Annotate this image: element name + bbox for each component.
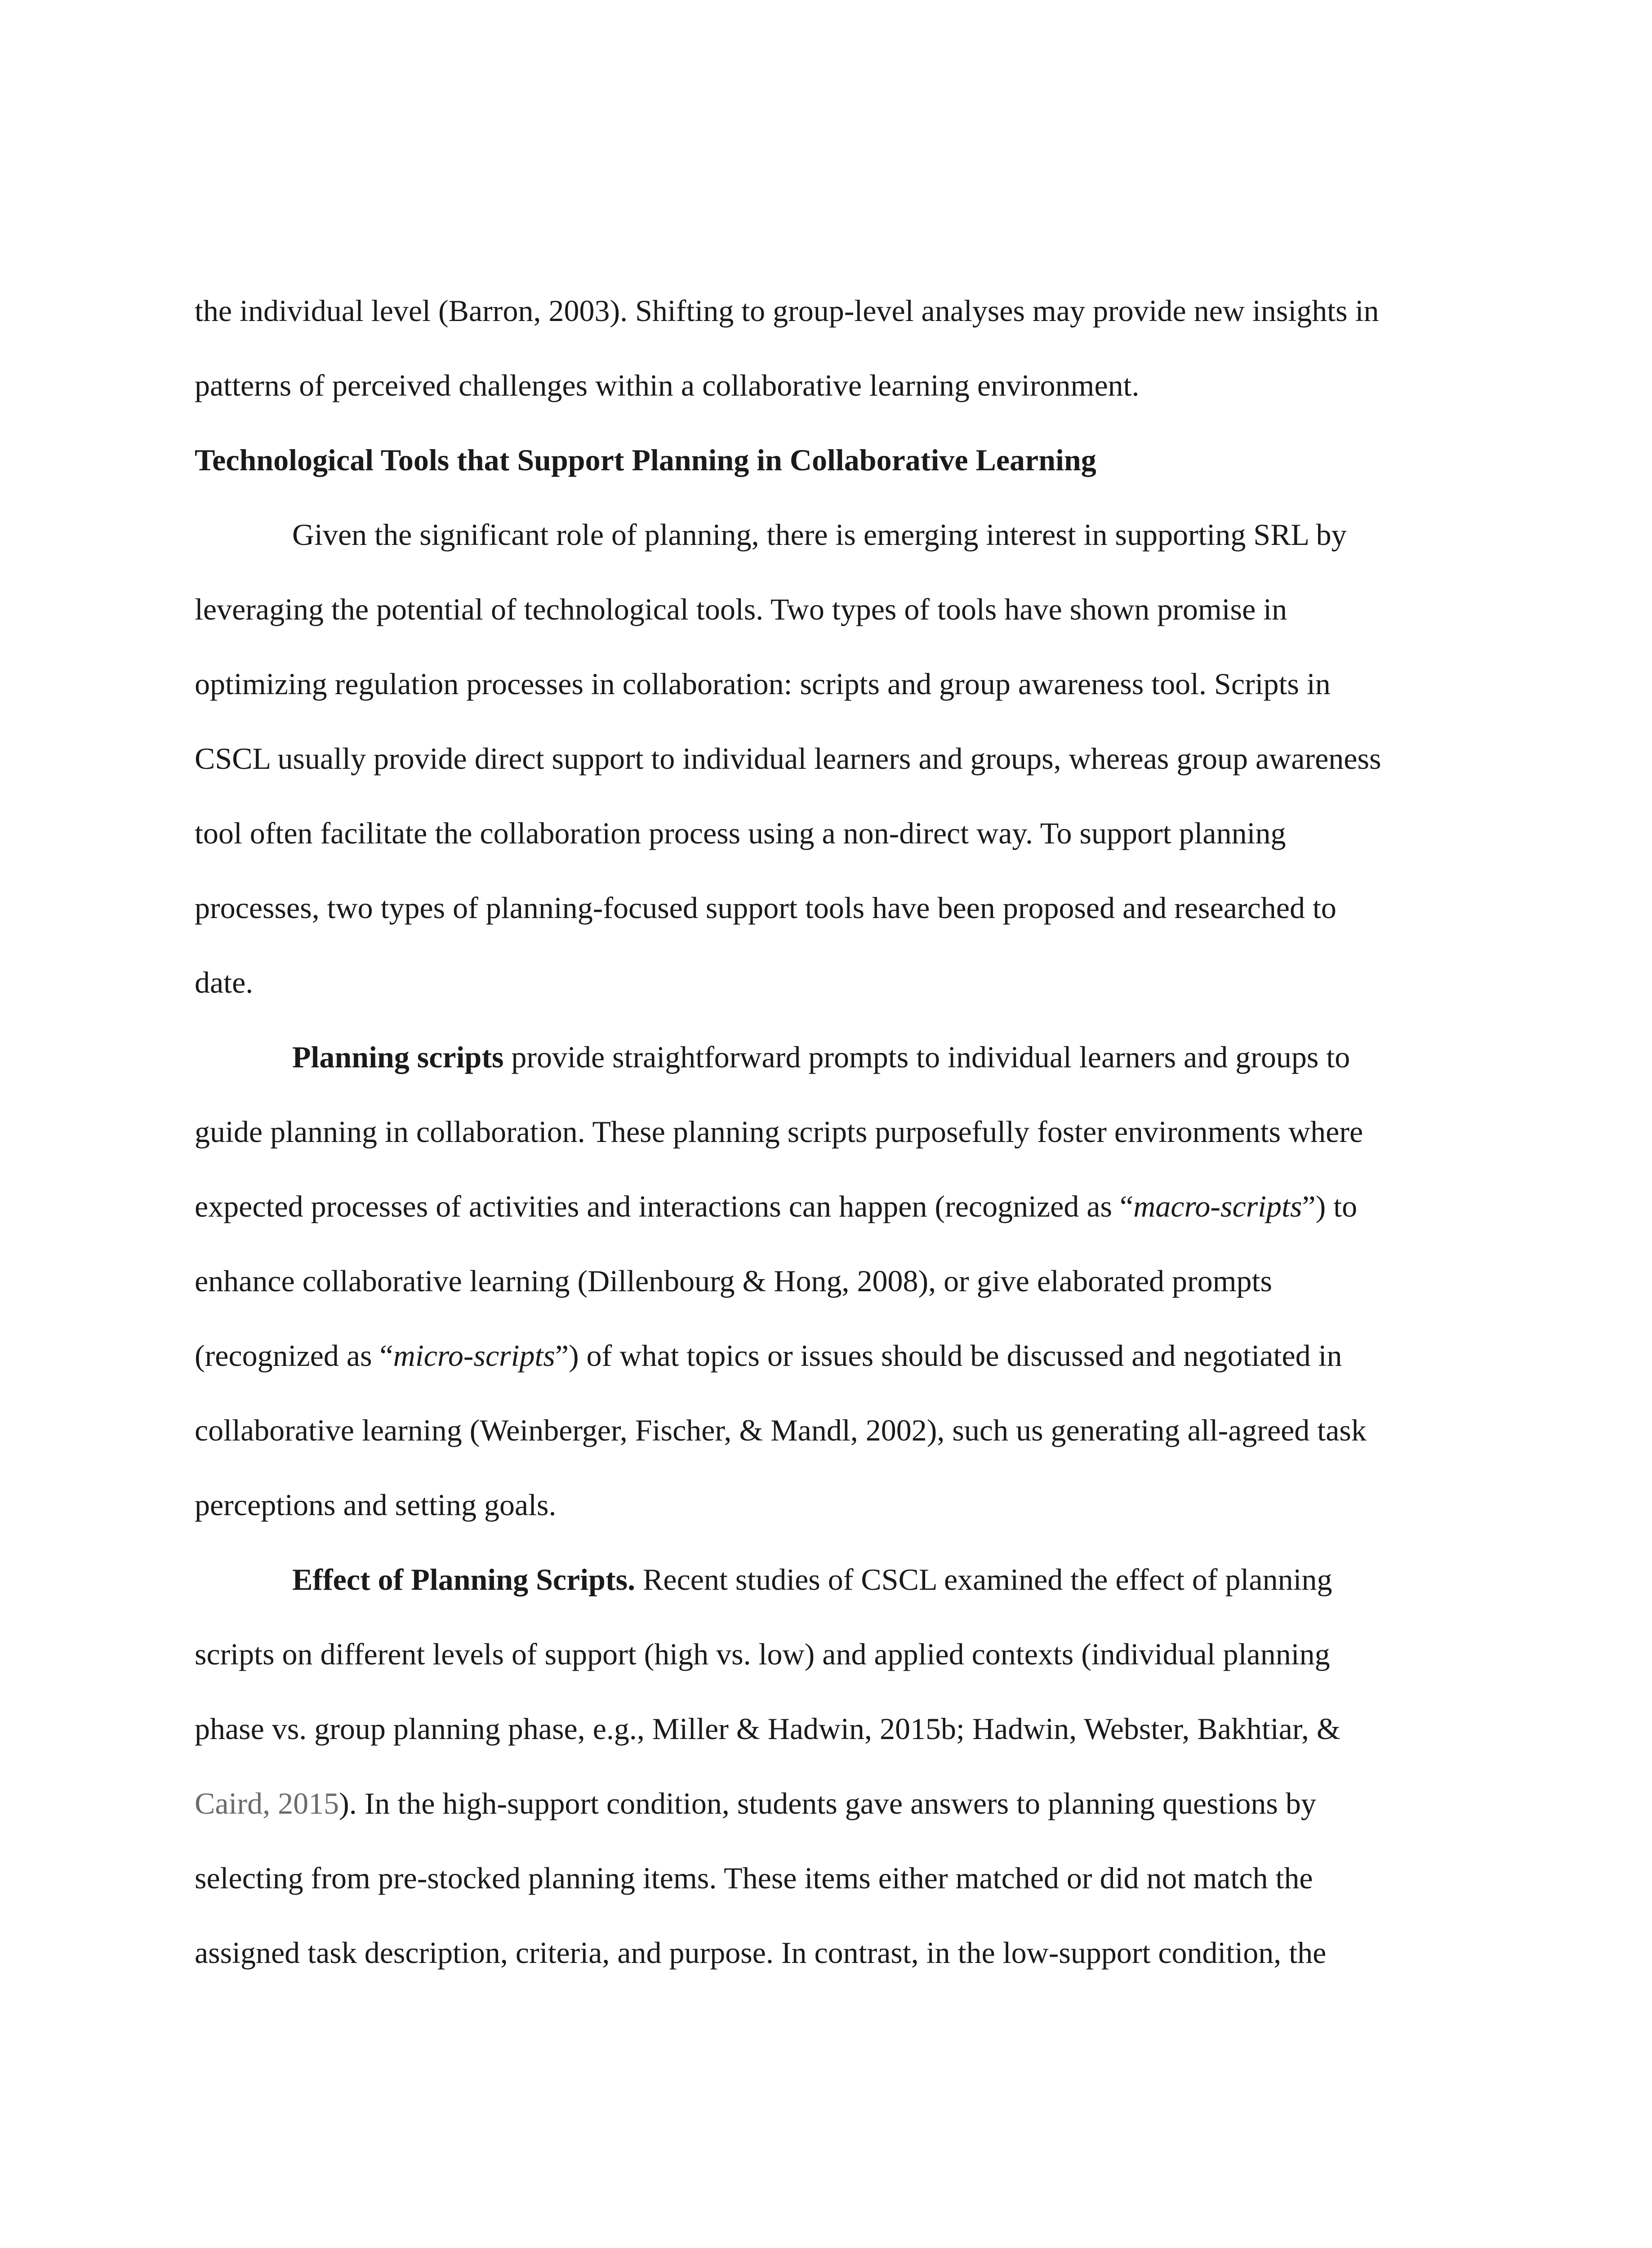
paragraph-line [195,1110,1467,1185]
text-run: assigned task description, criteria, and purpose. In contrast, in the low-support condition, the [195,1936,1327,1970]
text-run: Given the significant role of planning, there is emerging interest in supporting SRL by [292,517,1347,552]
paragraph-line [195,1483,1467,1558]
paragraph-line [195,961,1467,1035]
paragraph-line [195,1185,1467,1259]
text-run: expected processes of activities and interactions can happen (recognized as “ [195,1189,1134,1223]
paragraph-line [195,1782,1467,1856]
text-run: tool often facilitate the collaboration process using a non-direct way. To support planning [195,816,1286,850]
text-run: scripts on different levels of support (high vs. low) and applied contexts (individual planning [195,1637,1330,1671]
text-run: leveraging the potential of technological tools. Two types of tools have shown promise in [195,592,1287,626]
text-run: ”) of what topics or issues should be discussed and negotiated in [555,1338,1342,1373]
paragraph-line [195,1334,1467,1409]
text-run: Recent studies of CSCL examined the effect of planning [635,1562,1332,1597]
italic-term: micro-scripts [393,1338,555,1373]
paragraph-line [195,886,1467,961]
text-run: date. [195,965,254,999]
paragraph-line [195,662,1467,737]
paragraph-line [195,1558,1467,1632]
section-heading [195,438,1467,513]
paragraph-line [195,588,1467,662]
italic-term: macro-scripts [1133,1189,1302,1223]
text-run: enhance collaborative learning (Dillenbourg & Hong, 2008), or give elaborated prompts [195,1264,1272,1298]
paragraph-line [195,289,1467,364]
heading-text: Technological Tools that Support Planning in Collaborative Learning [195,443,1096,477]
paragraph-line [195,1856,1467,1931]
body-text [195,289,1467,2006]
text-run: phase vs. group planning phase, e.g., Miller & Hadwin, 2015b; Hadwin, Webster, Bakhtiar, & [195,1712,1340,1746]
text-run: collaborative learning (Weinberger, Fischer, & Mandl, 2002), such us generating all-agreed task [195,1413,1367,1447]
text-run: processes, two types of planning-focused support tools have been proposed and researched to [195,891,1336,925]
paragraph-line [195,812,1467,886]
text-run: guide planning in collaboration. These planning scripts purposefully foster environments where [195,1115,1363,1149]
text-run: perceptions and setting goals. [195,1488,557,1522]
text-run: selecting from pre-stocked planning items. These items either matched or did not match the [195,1861,1313,1895]
run-in-heading: Effect of Planning Scripts. [292,1562,636,1597]
paragraph-line [195,1035,1467,1110]
text-run: optimizing regulation processes in collaboration: scripts and group awareness tool. Scripts in [195,667,1331,701]
paragraph-line [195,1931,1467,2006]
paragraph-line [195,513,1467,588]
text-run: ”) to [1302,1189,1358,1223]
paragraph-line [195,1259,1467,1334]
text-run: ). In the high-support condition, students gave answers to planning questions by [339,1786,1316,1820]
text-run: patterns of perceived challenges within a collaborative learning environment. [195,368,1140,402]
text-run: CSCL usually provide direct support to individual learners and groups, whereas group awareness [195,741,1381,776]
text-run: the individual level (Barron, 2003). Shifting to group-level analyses may provide new insights in [195,294,1379,328]
paragraph-line [195,1632,1467,1707]
text-run: provide straightforward prompts to individual learners and groups to [503,1040,1350,1074]
paragraph-line [195,1707,1467,1782]
paragraph-line [195,364,1467,438]
run-in-heading: Planning scripts [292,1040,504,1074]
paragraph-line [195,1409,1467,1483]
text-run: (recognized as “ [195,1338,393,1373]
citation-text: Caird, 2015 [195,1786,339,1820]
paragraph-line [195,737,1467,812]
